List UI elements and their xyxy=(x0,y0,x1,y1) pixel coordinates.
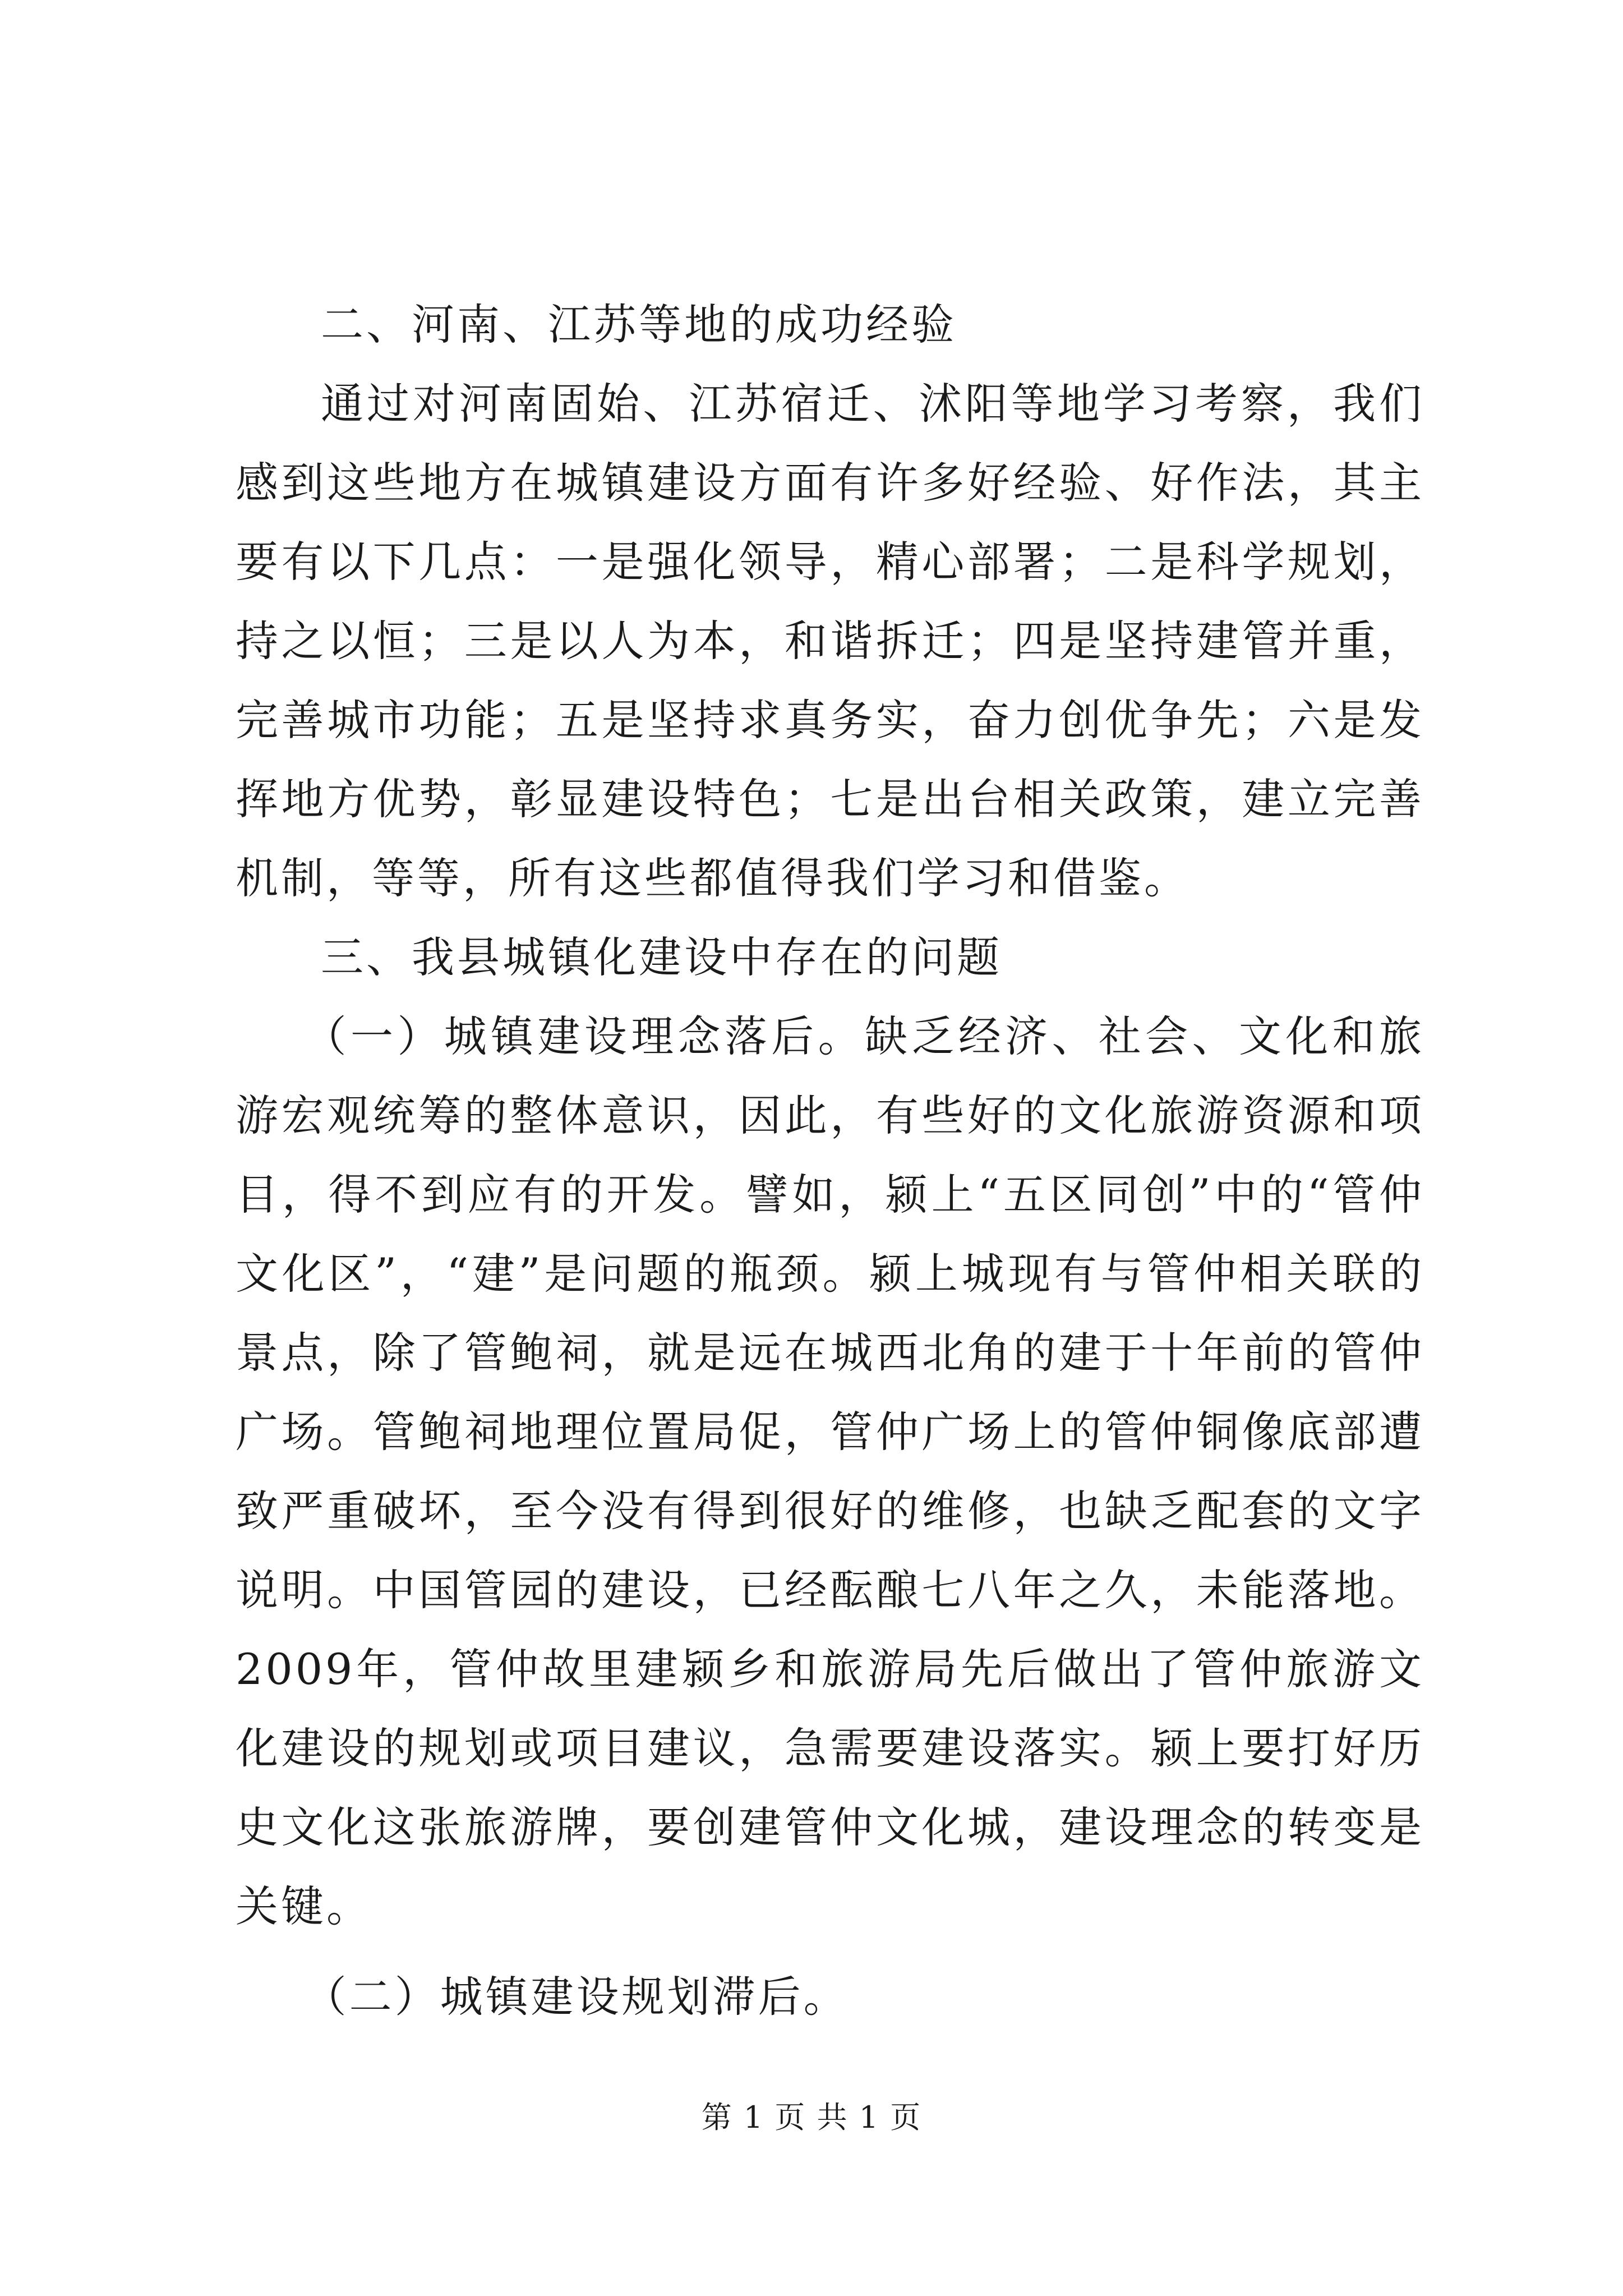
issue-paragraph-1: （一）城镇建设理念落后。缺乏经济、社会、文化和旅游宏观统筹的整体意识，因此，有些好的文化旅游资源和项目，得不到应有的开发。譬如，颍上“五区同创”中的“管仲文化区”，“建”是问题的瓶颈。颍上城现有与管仲相关联的景点，除了管鲍祠，就是远在城西北角的建于十年前的管仲广场。管鲍祠地理位置局促，管仲广场上的管仲铜像底部遭致严重破坏，至今没有得到很好的维修，也缺乏配套的文字说明。中国管园的建设，已经酝酿七八年之久，未能落地。2009年，管仲故里建颍乡和旅游局先后做出了管仲旅游文化建设的规划或项目建议，急需要建设落实。颍上要打好历史文化这张旅游牌，要创建管仲文化城，建设理念的转变是关键。 xyxy=(236,1011,1424,1931)
document-body xyxy=(236,285,1424,2036)
issue-heading-2: （二）城镇建设规划滞后。 xyxy=(303,1972,849,2022)
page-footer: 第 1 页 共 1 页 xyxy=(701,2100,922,2135)
section-paragraph-2: 通过对河南固始、江苏宿迁、沭阳等地学习考察，我们感到这些地方在城镇建设方面有许多好经验、好作法，其主要有以下几点：一是强化领导，精心部署；二是科学规划，持之以恒；三是以人为本，和谐拆迁；四是坚持建管并重，完善城市功能；五是坚持求真务实，奋力创优争先；六是发挥地方优势，彰显建设特色；七是出台相关政策，建立完善机制，等等，所有这些都值得我们学习和借鉴。 xyxy=(236,379,1424,903)
section-heading-3: 三、我县城镇化建设中存在的问题 xyxy=(321,932,1002,982)
paragraph-spacer xyxy=(236,1946,1424,1957)
section-heading-2: 二、河南、江苏等地的成功经验 xyxy=(321,300,957,349)
